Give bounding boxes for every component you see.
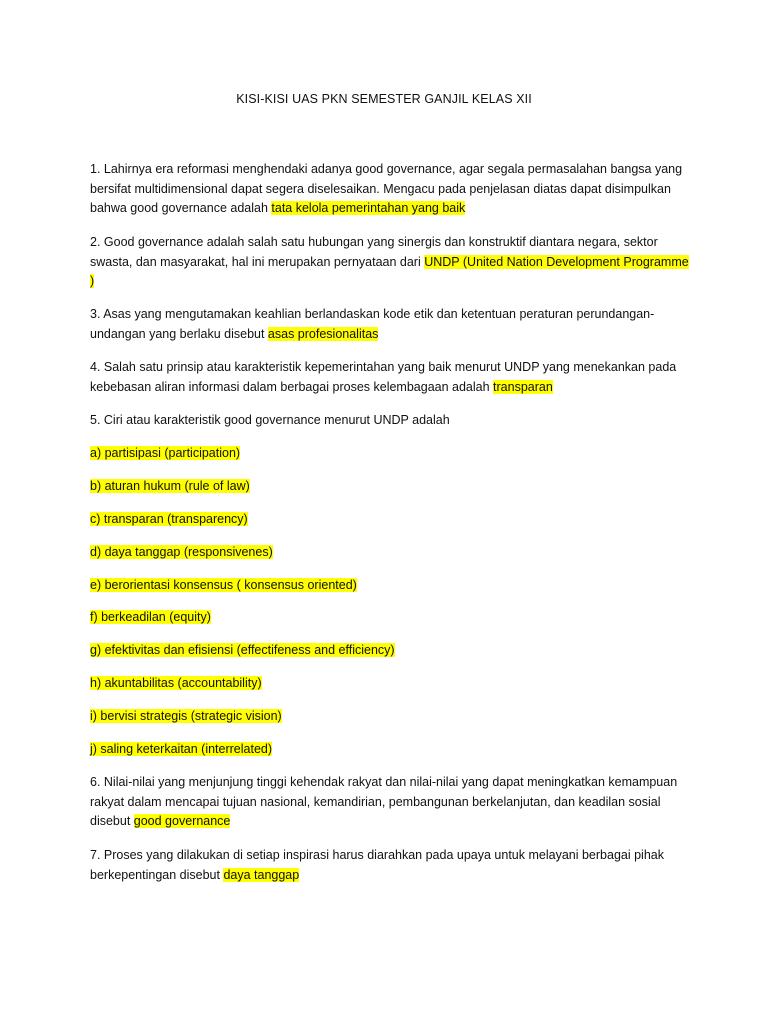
question-text: 3. Asas yang mengutamakan keahlian berlandaskan kode etik dan ketentuan peraturan perundangan-undangan yang berlaku disebut bbox=[90, 307, 655, 341]
option-text: g) efektivitas dan efisiensi (effectifeness and efficiency) bbox=[90, 643, 395, 657]
highlighted-answer: UNDP (United Nation Development Programme ) bbox=[90, 254, 689, 288]
highlighted-answer: daya tanggap bbox=[223, 867, 300, 882]
option-d bbox=[90, 543, 690, 563]
option-text: i) bervisi strategis (strategic vision) bbox=[90, 709, 282, 723]
highlighted-answer: tata kelola pemerintahan yang baik bbox=[271, 201, 466, 215]
option-text: e) berorientasi konsensus ( konsensus oriented) bbox=[90, 578, 357, 592]
option-b bbox=[90, 477, 690, 497]
question-6 bbox=[90, 773, 690, 832]
question-text: 6. Nilai-nilai yang menjunjung tinggi kehendak rakyat dan nilai-nilai yang dapat meningkatkan kemampuan rakyat dalam mencapai tujuan nasional, kemandirian, pembangunan berkelanjutan, dan keadilan sosial disebut bbox=[90, 775, 678, 828]
question-7 bbox=[90, 846, 690, 885]
question-text: 2. Good governance adalah salah satu hubungan yang sinergis dan konstruktif diantara negara, sektor swasta, dan masyarakat, hal ini merupakan pernyataan dari bbox=[90, 235, 658, 269]
page-title: KISI-KISI UAS PKN SEMESTER GANJIL KELAS XII bbox=[236, 92, 532, 106]
option-text: f) berkeadilan (equity) bbox=[90, 610, 211, 624]
option-text: b) aturan hukum (rule of law) bbox=[90, 479, 250, 493]
highlighted-answer: transparan bbox=[493, 379, 553, 394]
option-e bbox=[90, 576, 690, 596]
question-5 bbox=[90, 411, 690, 431]
option-i bbox=[90, 707, 690, 727]
option-text: a) partisipasi (participation) bbox=[90, 446, 241, 460]
option-a bbox=[90, 444, 690, 464]
option-text: d) daya tanggap (responsivenes) bbox=[90, 545, 273, 559]
option-text: c) transparan (transparency) bbox=[90, 512, 248, 526]
option-h bbox=[90, 674, 690, 694]
question-3 bbox=[90, 305, 690, 344]
question-text: 7. Proses yang dilakukan di setiap inspirasi harus diarahkan pada upaya untuk melayani berbagai pihak berkepentingan disebut bbox=[90, 848, 664, 882]
question-4 bbox=[90, 358, 690, 397]
question-2 bbox=[90, 233, 690, 292]
question-1 bbox=[90, 160, 690, 219]
option-text: j) saling keterkaitan (interrelated) bbox=[90, 742, 273, 756]
question-text: 1. Lahirnya era reformasi menghendaki adanya good governance, agar segala permasalahan bangsa yang bersifat multidimensional dapat segera diselesaikan. Mengacu pada penjelasan diatas dapat disimpulkan bahwa good governance adalah bbox=[90, 162, 683, 215]
option-g bbox=[90, 641, 690, 661]
option-text: h) akuntabilitas (accountability) bbox=[90, 676, 262, 690]
option-j bbox=[90, 740, 690, 760]
question-text: 4. Salah satu prinsip atau karakteristik kepemerintahan yang baik menurut UNDP yang menekankan pada kebebasan aliran informasi dalam berbagai proses kelembagaan adalah bbox=[90, 360, 677, 394]
highlighted-answer: asas profesionalitas bbox=[267, 326, 379, 341]
option-c bbox=[90, 510, 690, 530]
highlighted-answer: good governance bbox=[133, 814, 231, 828]
question-text: 5. Ciri atau karakteristik good governance menurut UNDP adalah bbox=[90, 413, 450, 427]
option-f bbox=[90, 608, 690, 628]
